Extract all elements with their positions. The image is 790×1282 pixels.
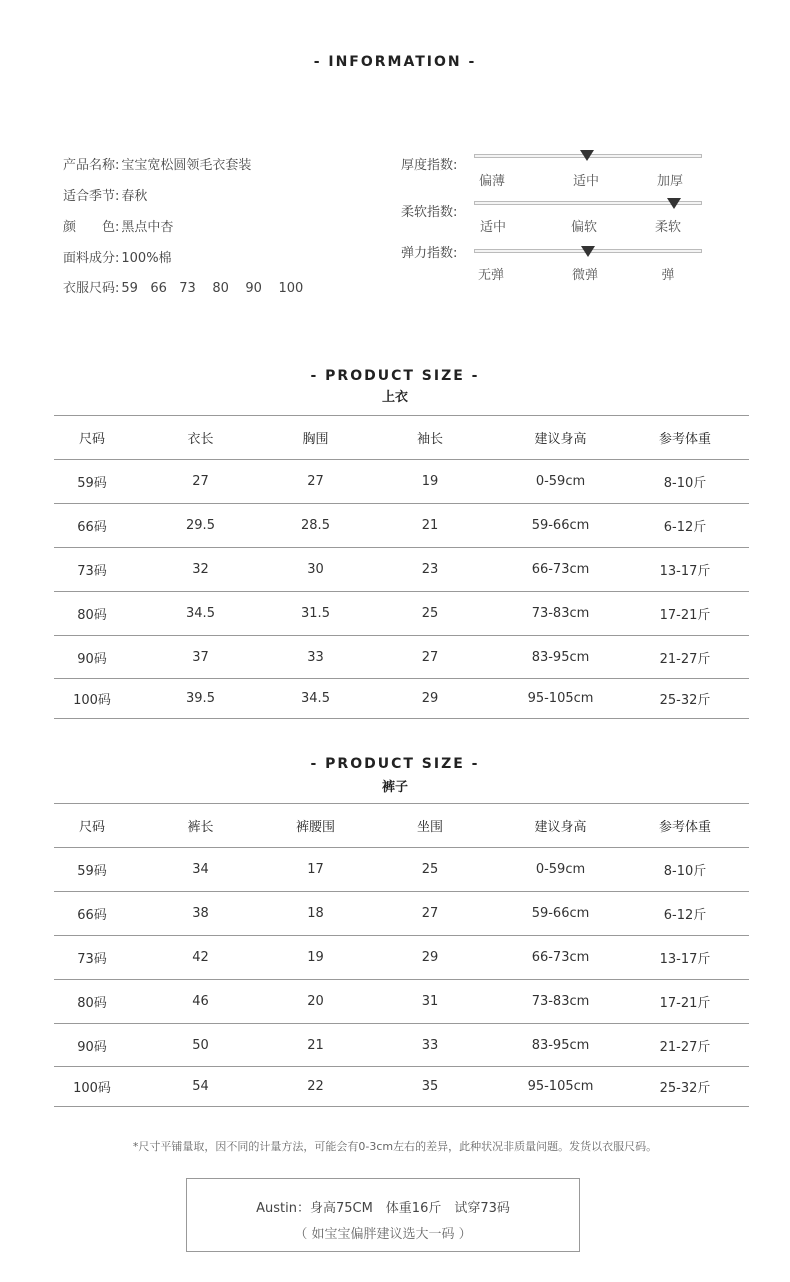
table-cell: 73-83cm <box>531 994 590 1009</box>
table-cell: 19 <box>307 950 324 965</box>
table-cell: 33 <box>307 649 324 665</box>
top-size-table <box>54 415 749 719</box>
table-row <box>54 848 749 892</box>
table-cell: 54 <box>192 1079 209 1094</box>
table-cell: 29.5 <box>186 518 215 533</box>
info-label: 颜 色: <box>63 220 120 235</box>
table-cell: 6-12斤 <box>663 520 707 535</box>
table-cell: 73码 <box>77 564 107 579</box>
table-cell: 21 <box>307 1037 324 1053</box>
info-label: 产品名称: <box>63 158 120 173</box>
table-cell: 59-66cm <box>531 906 590 921</box>
column-header: 袖长 <box>416 432 443 447</box>
softness-index-marker <box>667 198 681 209</box>
table-cell: 95-105cm <box>527 1079 594 1094</box>
column-header: 尺码 <box>78 820 105 835</box>
column-header: 参考体重 <box>658 432 711 447</box>
info-value: 黑点中杏 <box>121 220 174 235</box>
table-row <box>54 892 749 936</box>
table-cell: 27 <box>421 649 439 665</box>
table-row <box>54 460 749 504</box>
column-header: 裤长 <box>187 820 214 835</box>
table-cell: 17-21斤 <box>659 996 711 1011</box>
table-cell: 66码 <box>77 908 107 923</box>
table-row <box>54 548 749 592</box>
table-cell: 17 <box>307 862 324 877</box>
table-cell: 25 <box>421 606 439 621</box>
top-size-subtitle: 上衣 <box>381 390 408 405</box>
column-header: 尺码 <box>78 432 105 447</box>
table-cell: 34.5 <box>186 606 215 621</box>
table-cell: 25-32斤 <box>659 693 711 708</box>
table-cell: 46 <box>192 994 209 1009</box>
bottom-size-title: - PRODUCT SIZE - <box>310 756 480 772</box>
table-cell: 22 <box>307 1079 324 1094</box>
bottom-size-table <box>54 803 749 1107</box>
table-row <box>54 592 749 636</box>
table-cell: 80码 <box>77 608 107 623</box>
table-cell: 35 <box>421 1079 439 1094</box>
table-row <box>54 679 749 719</box>
info-product-name <box>63 154 251 173</box>
thickness-index-marker <box>580 150 594 161</box>
table-row <box>54 1067 749 1107</box>
table-cell: 21 <box>421 518 439 533</box>
table-cell: 29 <box>421 691 439 706</box>
table-cell: 66-73cm <box>531 562 590 577</box>
model-info-box <box>186 1178 580 1252</box>
elasticity-index-marker <box>581 246 595 257</box>
table-cell: 37 <box>192 649 209 665</box>
info-value: 宝宝宽松圆领毛衣套装 <box>121 158 252 173</box>
table-cell: 59-66cm <box>531 518 590 533</box>
table-row <box>54 936 749 980</box>
table-cell: 23 <box>421 562 439 577</box>
table-cell: 8-10斤 <box>663 864 707 879</box>
table-cell: 59码 <box>77 476 107 491</box>
table-cell: 90码 <box>77 1039 107 1055</box>
info-color <box>63 216 173 235</box>
info-value: 100%棉 <box>121 251 172 266</box>
thickness-option: 适中 <box>572 174 599 189</box>
info-label: 面料成分: <box>63 251 120 266</box>
column-header: 衣长 <box>187 432 214 447</box>
thickness-option: 加厚 <box>656 174 683 189</box>
info-sizes <box>63 277 303 296</box>
table-cell: 8-10斤 <box>663 476 707 491</box>
table-cell: 25-32斤 <box>659 1081 711 1096</box>
table-cell: 80码 <box>77 996 107 1011</box>
elasticity-index-label: 弹力指数: <box>401 246 458 261</box>
table-cell: 13-17斤 <box>659 564 711 579</box>
softness-index-label: 柔软指数: <box>401 205 458 220</box>
table-header-row <box>54 416 749 460</box>
table-cell: 19 <box>421 474 439 489</box>
column-header: 建议身高 <box>534 432 587 447</box>
info-label: 衣服尺码: <box>63 281 120 296</box>
information-title: - INFORMATION - <box>313 54 477 70</box>
elasticity-option: 微弹 <box>571 268 598 283</box>
column-header: 裤腰围 <box>295 820 335 835</box>
info-value: 59 66 73 80 90 100 <box>121 281 304 296</box>
table-cell: 29 <box>421 950 439 965</box>
table-cell: 38 <box>192 906 209 921</box>
softness-option: 柔软 <box>654 220 681 235</box>
column-header: 坐围 <box>416 820 443 835</box>
top-size-title: - PRODUCT SIZE - <box>310 368 480 384</box>
table-cell: 90码 <box>77 651 107 667</box>
table-cell: 21-27斤 <box>659 1039 711 1055</box>
table-cell: 6-12斤 <box>663 908 707 923</box>
table-cell: 50 <box>192 1037 209 1053</box>
table-row <box>54 980 749 1024</box>
table-cell: 83-95cm <box>531 1037 590 1053</box>
column-header: 胸围 <box>302 432 329 447</box>
elasticity-option: 弹 <box>661 268 675 283</box>
table-cell: 17-21斤 <box>659 608 711 623</box>
table-cell: 39.5 <box>186 691 215 706</box>
info-label: 适合季节: <box>63 189 120 204</box>
table-row <box>54 504 749 548</box>
table-cell: 31 <box>421 994 439 1009</box>
column-header: 建议身高 <box>534 820 587 835</box>
column-header: 参考体重 <box>658 820 711 835</box>
table-cell: 66码 <box>77 520 107 535</box>
table-cell: 32 <box>192 562 209 577</box>
thickness-index-label: 厚度指数: <box>401 158 458 173</box>
elasticity-option: 无弹 <box>477 268 504 283</box>
softness-option: 适中 <box>479 220 506 235</box>
table-cell: 34.5 <box>301 691 330 706</box>
table-cell: 21-27斤 <box>659 651 711 667</box>
table-cell: 33 <box>421 1037 439 1053</box>
bottom-size-subtitle: 裤子 <box>381 780 408 795</box>
table-cell: 31.5 <box>301 606 330 621</box>
table-cell: 83-95cm <box>531 649 590 665</box>
info-material <box>63 247 172 266</box>
table-cell: 73码 <box>77 952 107 967</box>
table-cell: 27 <box>307 474 324 489</box>
model-stats: Austin：身高75CM 体重16斤 试穿73码 <box>256 1201 510 1216</box>
table-cell: 100码 <box>73 1081 111 1096</box>
table-cell: 34 <box>192 862 209 877</box>
table-cell: 13-17斤 <box>659 952 711 967</box>
table-cell: 27 <box>192 474 209 489</box>
table-cell: 28.5 <box>301 518 330 533</box>
softness-option: 偏软 <box>570 220 597 235</box>
table-cell: 59码 <box>77 864 107 879</box>
table-row <box>54 636 749 679</box>
table-cell: 20 <box>307 994 324 1009</box>
model-suggestion: （ 如宝宝偏胖建议选大一码 ） <box>294 1227 472 1242</box>
table-cell: 18 <box>307 906 324 921</box>
info-value: 春秋 <box>121 189 148 204</box>
table-header-row <box>54 804 749 848</box>
measurement-note: *尺寸平铺量取，因不同的计量方法，可能会有0-3cm左右的差异，此种状况非质量问题。发货以衣服尺码。 <box>132 1140 658 1153</box>
table-cell: 66-73cm <box>531 950 590 965</box>
table-cell: 95-105cm <box>527 691 594 706</box>
table-cell: 0-59cm <box>535 862 586 877</box>
table-row <box>54 1024 749 1067</box>
table-cell: 27 <box>421 906 439 921</box>
table-cell: 100码 <box>73 693 111 708</box>
table-cell: 73-83cm <box>531 606 590 621</box>
table-cell: 25 <box>421 862 439 877</box>
table-cell: 42 <box>192 950 209 965</box>
thickness-option: 偏薄 <box>478 174 505 189</box>
table-cell: 0-59cm <box>535 474 586 489</box>
info-season <box>63 185 147 204</box>
table-cell: 30 <box>307 562 324 577</box>
